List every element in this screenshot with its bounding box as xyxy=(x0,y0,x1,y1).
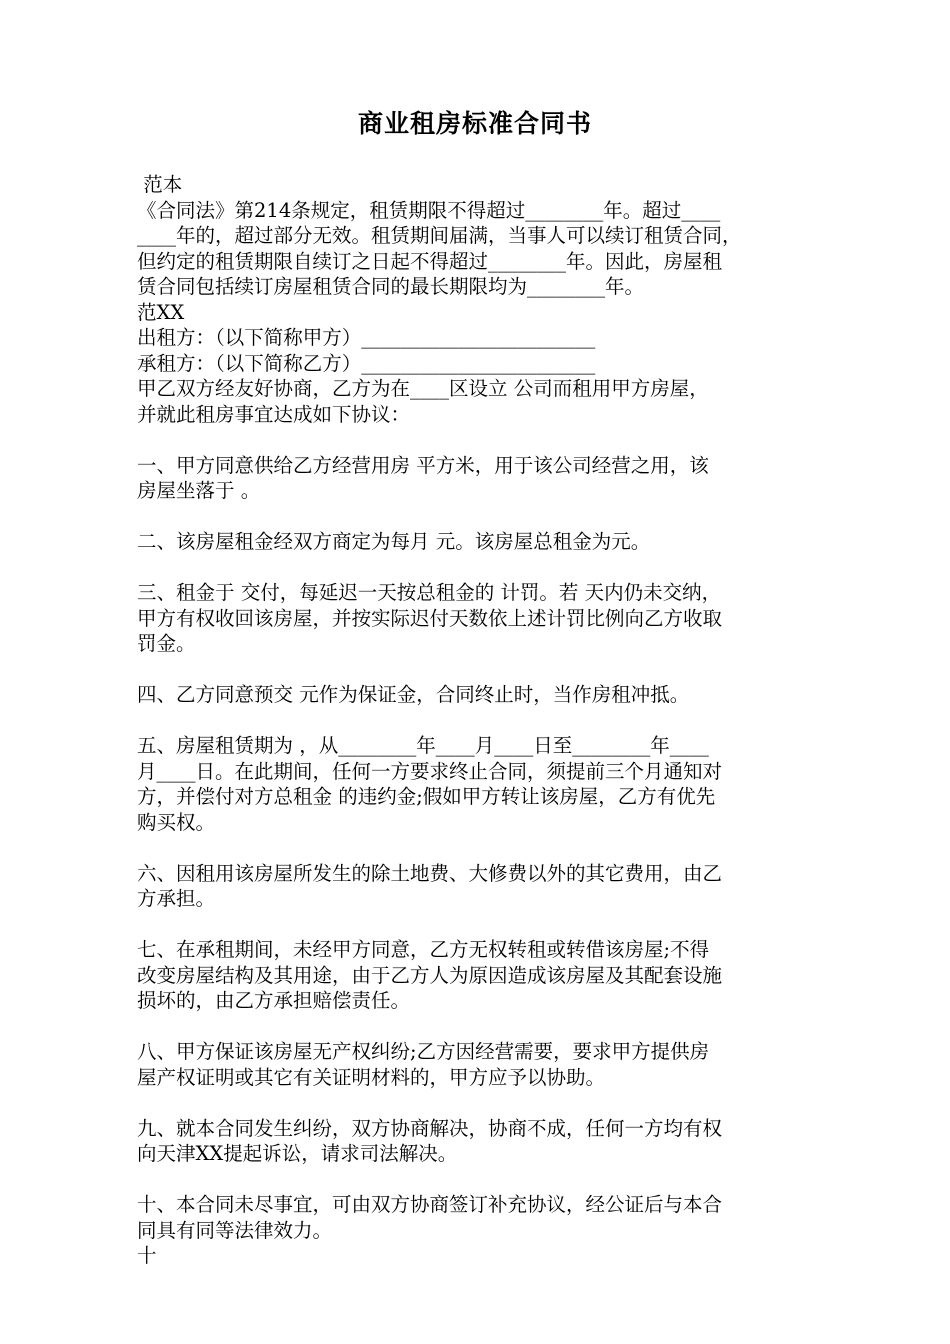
party-lessor xyxy=(137,325,817,351)
text-line: 甲方有权收回该房屋，并按实际迟付天数依上述计罚比例向乙方收取 xyxy=(137,606,723,630)
clause-5 xyxy=(137,733,817,835)
clause-2 xyxy=(137,529,817,555)
text-line: 五、房屋租赁期为 ，从________年____月____日至________年____ xyxy=(137,734,709,757)
text-line: 《合同法》第214条规定，租赁期限不得超过________年。超过____ xyxy=(137,198,721,222)
paragraph-gap xyxy=(137,1090,817,1116)
text-line: 范XX xyxy=(137,300,185,324)
clause-3 xyxy=(137,580,817,657)
text-line: 九、就本合同发生纠纷，双方协商解决，协商不成，任何一方均有权 xyxy=(137,1116,723,1140)
text-line: 但约定的租赁期限自续订之日起不得超过________年。因此，房屋租 xyxy=(137,249,723,273)
clause-1 xyxy=(137,453,817,504)
clause-7 xyxy=(137,937,817,1014)
paragraph-gap xyxy=(137,912,817,938)
text-line: 向天津XX提起诉讼，请求司法解决。 xyxy=(137,1142,458,1165)
clause-6 xyxy=(137,861,817,912)
text-line: 赁合同包括续订房屋租赁合同的最长期限均为________年。 xyxy=(137,275,645,298)
text-line: 出租方：（以下简称甲方）________________________ xyxy=(137,326,596,349)
text-line: 屋产权证明或其它有关证明材料的，甲方应予以协助。 xyxy=(137,1065,606,1089)
text-line: 十、本合同未尽事宜，可由双方协商签订补充协议，经公证后与本合 xyxy=(137,1193,723,1216)
text-line: ____年的，超过部分无效。租赁期间届满，当事人可以续订租赁合同， xyxy=(137,224,742,247)
text-line: 方承担。 xyxy=(137,887,216,910)
text-line: 六、因租用该房屋所发生的除土地费、大修费以外的其它费用，由乙 xyxy=(137,861,723,885)
text-line: 二、该房屋租金经双方商定为每月 元。该房屋总租金为元。 xyxy=(137,530,651,553)
paragraph-gap xyxy=(137,504,817,530)
paragraph-gap xyxy=(137,555,817,581)
paragraph-gap xyxy=(137,427,817,453)
text-line: 甲乙双方经友好协商，乙方为在____区设立 公司而租用甲方房屋， xyxy=(137,377,709,400)
clause-9 xyxy=(137,1116,817,1167)
paragraph-contract-law xyxy=(137,198,817,300)
paragraph-gap xyxy=(137,708,817,734)
paragraph-gap xyxy=(137,657,817,683)
text-line: 购买权。 xyxy=(137,810,216,834)
paragraph-sample xyxy=(137,300,817,326)
text-line: 月____日。在此期间，任何一方要求终止合同，须提前三个月通知对 xyxy=(137,759,723,783)
text-line: 三、租金于 交付，每延迟一天按总租金的 计罚。若 天内仍未交纳， xyxy=(137,581,722,604)
paragraph-preamble xyxy=(137,172,817,198)
document-body xyxy=(137,172,817,1269)
text-line: 范本 xyxy=(137,173,183,196)
party-lessee xyxy=(137,351,817,377)
paragraph-gap xyxy=(137,1014,817,1040)
text-line: 同具有同等法律效力。 xyxy=(137,1218,333,1242)
text-line: 四、乙方同意预交 元作为保证金，合同终止时，当作房租冲抵。 xyxy=(137,683,690,706)
text-line: 十 xyxy=(137,1244,157,1267)
text-line: 罚金。 xyxy=(137,632,196,655)
text-line: 八、甲方保证该房屋无产权纠纷;乙方因经营需要，要求甲方提供房 xyxy=(137,1040,710,1063)
text-line: 七、在承租期间，未经甲方同意，乙方无权转租或转借该房屋;不得 xyxy=(137,938,710,961)
document-title: 商业租房标准合同书 xyxy=(357,109,592,138)
paragraph-gap xyxy=(137,1167,817,1193)
paragraph-agreement-intro xyxy=(137,376,817,427)
clause-4 xyxy=(137,682,817,708)
text-line: 并就此租房事宜达成如下协议： xyxy=(137,402,411,426)
text-line: 损坏的，由乙方承担赔偿责任。 xyxy=(137,989,411,1012)
text-line: 房屋坐落于 。 xyxy=(137,479,261,502)
clause-11-start xyxy=(137,1243,817,1269)
text-line: 改变房屋结构及其用途，由于乙方人为原因造成该房屋及其配套设施 xyxy=(137,963,723,987)
paragraph-gap xyxy=(137,835,817,861)
clause-8 xyxy=(137,1039,817,1090)
clause-10 xyxy=(137,1192,817,1243)
text-line: 承租方：（以下简称乙方）________________________ xyxy=(137,351,596,375)
text-line: 一、甲方同意供给乙方经营用房 平方米，用于该公司经营之用，该 xyxy=(137,453,709,477)
text-line: 方，并偿付对方总租金 的违约金;假如甲方转让该房屋，乙方有优先 xyxy=(137,785,716,808)
